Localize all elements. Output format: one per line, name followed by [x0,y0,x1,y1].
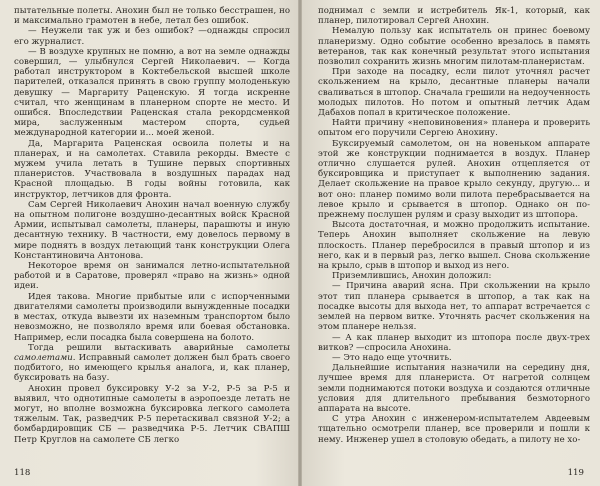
paragraph-with-emphasis [14,343,290,384]
paragraph: Высота достаточная, и можно продолжить испытание. Теперь Анохин выполняет скольжение на левую плоскость. Планер перебросился в правый штопор и из него, как и в первый раз, легко вышел. Снова скольжение на крыло, срыв в штопор и выход из него. [318,220,590,272]
paragraph: Немалую пользу как испытатель он принес боевому планеризму. Одно событие особенно врезалось в память ветеранов, так как конечный результат этого испытания позволил сохранить жизнь многим пилотам-планеристам. [318,26,590,68]
paragraph: С утра Анохин с инженером-испытателем Авдеевым тщательно осмотрели планер, все проверили и пошли к нему. Инженер ушел в столовую обедать, а пилоту не хо- [318,414,590,445]
paragraph: При заходе на посадку, если пилот уточнял расчет скольжением на крыло, десантные планеры начали сваливаться в штопор. Сначала грешили на недоученность молодых пилотов. Но потом и опытный летчик Адам Дабахов попал в критическое положение. [318,67,590,119]
paragraph: — А как планер выходит из штопора после двух-трех витков? —спросила Анохина. [318,332,590,353]
paragraph: Дальнейшие испытания назначили на середину дня, лучшее время для планериста. От нагретой солнцем земли поднимаются потоки воздуха и создаются отличные условия для длительного пребывания безмоторного аппарата на высоте. [318,363,590,414]
paragraph: — Неужели так уж и без ошибок? —однажды спросил его журналист. [14,26,290,47]
paragraph: — В воздухе крупных не помню, а вот на земле однажды совершил, — улыбнулся Сергей Николаевич. — Когда работал инструктором в Коктебельской высшей школе парителей, отказался принять в свою группу молоденькую девушку — Маргариту Раценскую. Я тогда искренне считал, что женщинам в планерном спорте не место. И ошибся. Впоследствии Раценская стала рекордсменкой мира, заслуженным мастером спорта, судьей международной категории и... моей женой. [14,46,290,139]
paragraph: — Причина аварий ясна. При скольжении на крыло этот тип планера срывается в штопор, а так как на посадке высоты для выхода нет, то аппарат встречается с землей на первом витке. Уточнять расчет скольжения на этом планере нельзя. [318,281,590,333]
emphasized-word: самолетами [14,352,73,363]
paragraph: Сам Сергей Николаевич Анохин начал военную службу на опытном полигоне воздушно-десантных войск Красной Армии, испытывал самолеты, планеры, парашюты и иную десантную технику. В частности, ему довелось первому в мире поднять в воздух летающий танк конструкции Олега Константиновича Антонова. [14,199,290,261]
paragraph: Приземлившись, Анохин доложил: [332,271,492,282]
paragraph: Некоторое время он занимался летно-испытательной работой и в Саратове, проверял «право на жизнь» одной идеи. [14,261,290,292]
left-page-text [14,6,290,445]
paragraph: Идея такова. Многие прибытые или с испорченными двигателями самолеты производили вынужденные посадки в местах, откуда вывезти их наземным транспортом было невозможно, не позволяло время или боевая обстановка. Например, если посадка была совершена на болото. [14,291,290,343]
paragraph: Анохин провел буксировку У-2 за У-2, Р-5 за Р-5 и выявил, что однотипные самолеты в аэропоезде летать не могут, но вполне возможна буксировка легкого самолета тяжелым. Так, разведчик Р-5 перетаскивал связной У-2; а бомбардировщик СБ — разведчика Р-5. Летчик СВАПШ Петр Круглов на самолете СБ легко [14,383,290,445]
right-page [300,0,600,486]
paragraph: — Это надо еще уточнить. [332,352,452,363]
page-number-right: 119 [567,468,584,478]
paragraph-part: . Исправный самолет должен был брать своего подбитого, но имеющего крылья аналога, и, как планер, буксировать на базу. [14,352,290,384]
paragraph: Буксируемый самолетом, он на новеньком аппарате этой же конструкции поднимается в воздух. Планер отлично слушается рулей. Анохин отцепляется от буксировщика и приступает к выполнению задания. Делает скольжение на правое крыло секунду, другую... и вот оно: планер помимо воли пилота перебрасывается на левое крыло и срывается в штопор. Однако он по-прежнему послушен рулям и сразу выходит из штопора. [318,138,590,221]
right-page-text [318,6,590,445]
paragraph: поднимал с земли и истребитель Як-1, который, как планер, пилотировал Сергей Анохин. [318,6,590,27]
book-gutter [298,0,302,486]
paragraph: Найти причину «неповиновения» планера и проверить опытом его поручили Сергею Анохину. [318,118,590,139]
page-number-left: 118 [14,468,31,478]
paragraph: Да, Маргарита Раценская освоила полеты и на планерах, и на самолетах. Ставила рекорды. Вместе с мужем учила летать в Тушине первых спортивных планеристов. Участвовала в воздушных парадах над Красной площадью. В годы войны готовила, как инструктор, летчиков для фронта. [14,138,290,200]
paragraph-part: Тогда решили вытаскивать аварийные самолеты [28,342,290,353]
paragraph: пытательные полеты. Анохин был не только бесстрашен, но и максимально грамотен в небе, летал без ошибок. [14,6,290,27]
